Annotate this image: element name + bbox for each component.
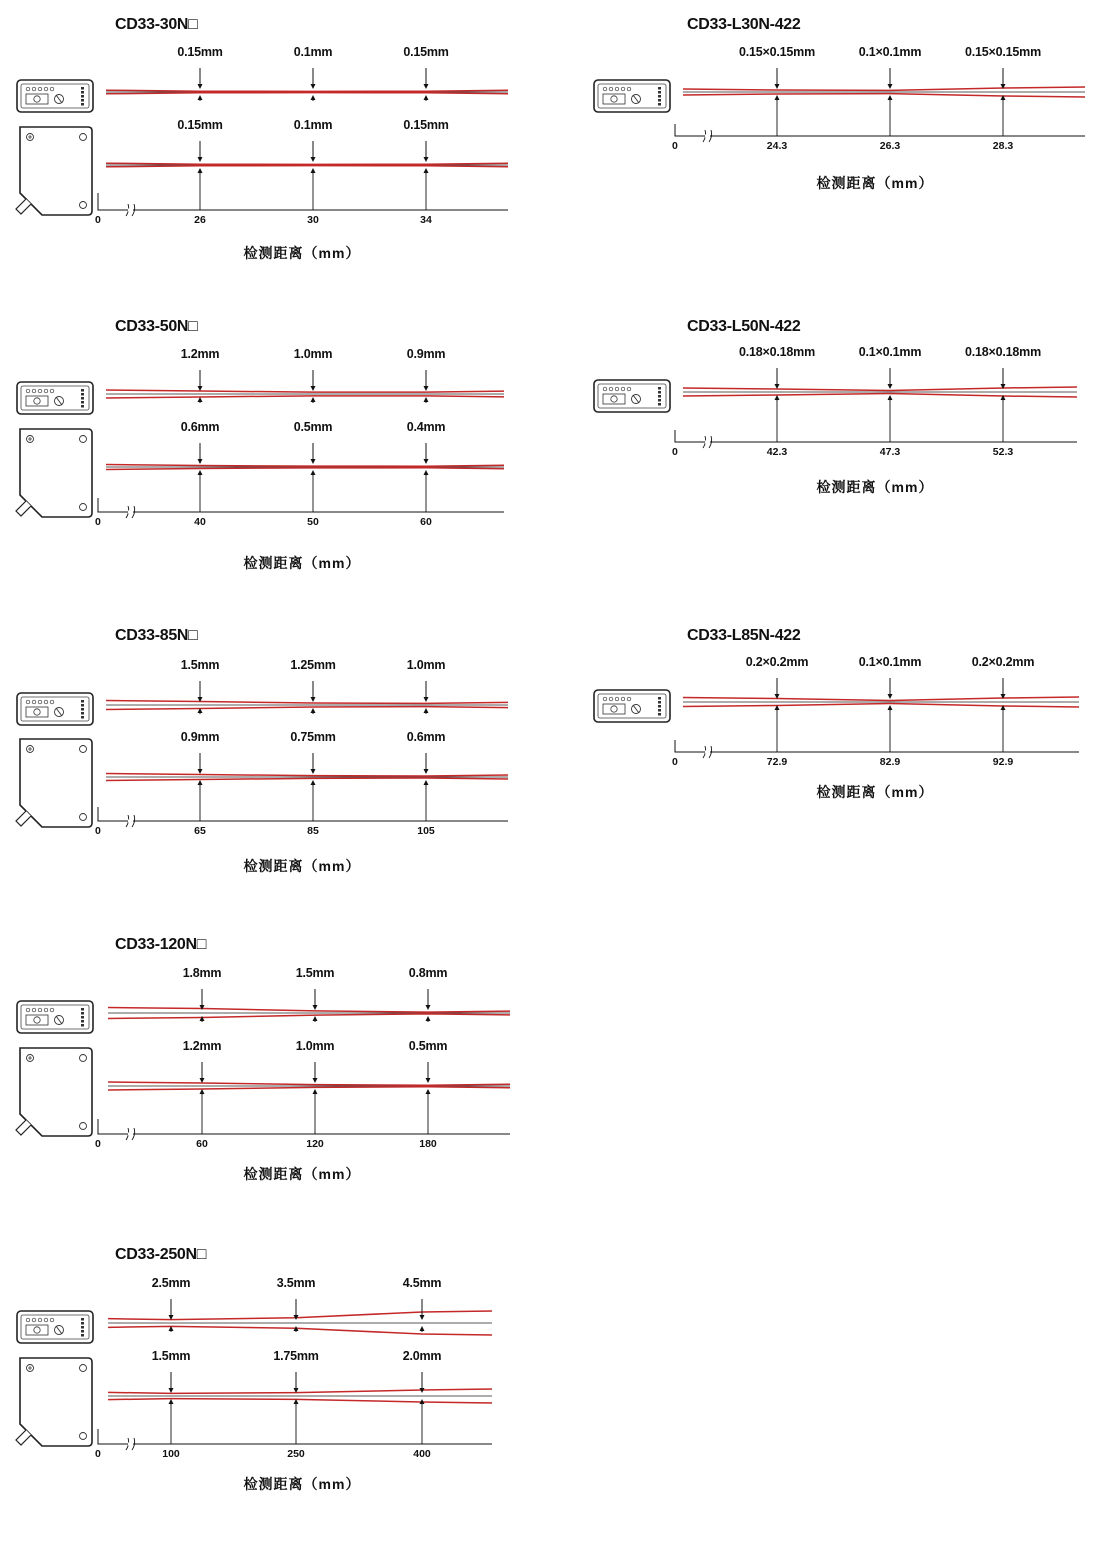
distance-tick-label: 60 xyxy=(420,516,432,528)
axis-title: 检测距离（mm） xyxy=(243,858,361,874)
arrowhead-icon xyxy=(775,84,780,89)
spot-size-label: 1.5mm xyxy=(180,658,220,672)
spot-size-label: 0.15×0.15mm xyxy=(739,45,815,59)
sensor-top-view-icon xyxy=(17,80,93,112)
axis-title: 检测距离（mm） xyxy=(816,175,934,191)
spot-size-label: 3.5mm xyxy=(276,1276,316,1290)
distance-tick-label: 42.3 xyxy=(766,446,788,458)
spot-size-label: 0.5mm xyxy=(408,1039,448,1053)
axis-zero-label: 0 xyxy=(672,756,678,768)
arrowhead-icon xyxy=(311,386,316,391)
beam-edge-lower xyxy=(108,1399,492,1403)
arrowhead-icon xyxy=(424,157,429,162)
distance-tick-label: 24.3 xyxy=(766,140,788,152)
distance-tick-label: 30 xyxy=(307,214,319,226)
panel-cd33-30n xyxy=(0,8,525,308)
spot-size-label: 0.8mm xyxy=(408,966,448,980)
spot-size-label: 1.0mm xyxy=(295,1039,335,1053)
distance-tick-label: 400 xyxy=(413,1448,431,1460)
panel-cd33-l50n-422 xyxy=(575,318,1100,618)
spot-size-label: 1.75mm xyxy=(273,1349,319,1363)
sensor-top-view-icon xyxy=(594,380,670,412)
arrowhead-icon xyxy=(311,459,316,464)
diagram-svg xyxy=(0,318,525,618)
distance-tick-label: 65 xyxy=(194,825,206,837)
arrowhead-icon xyxy=(313,1078,318,1083)
distance-axis xyxy=(98,498,504,512)
spot-size-label: 0.1×0.1mm xyxy=(858,345,922,359)
distance-tick-label: 28.3 xyxy=(992,140,1014,152)
spot-size-label: 0.15mm xyxy=(177,118,223,132)
distance-tick-label: 105 xyxy=(417,825,435,837)
spot-size-label: 0.18×0.18mm xyxy=(739,345,815,359)
spot-size-label: 0.15×0.15mm xyxy=(965,45,1041,59)
sensor-side-view-icon xyxy=(16,127,92,215)
beam-edge-lower xyxy=(106,396,504,398)
axis-title: 检测距离（mm） xyxy=(816,479,934,495)
sensor-top-view-icon xyxy=(17,693,93,725)
beam-edge-upper xyxy=(683,697,1079,701)
beam-edge-lower xyxy=(683,394,1077,397)
distance-tick-label: 26.3 xyxy=(879,140,901,152)
distance-axis xyxy=(98,1119,510,1134)
distance-tick-label: 40 xyxy=(194,516,206,528)
beam-edge-upper xyxy=(108,1082,510,1085)
beam-edge-lower xyxy=(108,1087,510,1090)
spot-size-label: 0.15mm xyxy=(177,45,223,59)
beam-edge-upper xyxy=(106,774,508,777)
spot-size-label: 0.9mm xyxy=(180,730,220,744)
axis-zero-label: 0 xyxy=(672,446,678,458)
spot-size-label: 0.15mm xyxy=(403,118,449,132)
panel-cd33-l85n-422 xyxy=(575,627,1100,927)
arrowhead-icon xyxy=(313,1005,318,1010)
arrowhead-icon xyxy=(424,84,429,89)
arrowhead-icon xyxy=(198,84,203,89)
axis-zero-label: 0 xyxy=(95,825,101,837)
beam-edge-lower xyxy=(106,93,508,94)
diagram-svg xyxy=(0,1246,525,1546)
spot-size-label: 0.2×0.2mm xyxy=(971,655,1035,669)
axis-zero-label: 0 xyxy=(672,140,678,152)
panel-cd33-l30n-422 xyxy=(575,8,1100,308)
distance-axis xyxy=(675,124,1085,136)
spot-size-label: 0.1×0.1mm xyxy=(858,655,922,669)
sensor-side-view-icon xyxy=(16,429,92,517)
axis-break-gap xyxy=(128,209,133,212)
model-title: CD33-L30N-422 xyxy=(687,16,801,33)
spot-size-label: 0.15mm xyxy=(403,45,449,59)
beam-edge-upper xyxy=(683,87,1085,90)
sensor-top-view-icon xyxy=(17,382,93,414)
beam-edge-lower xyxy=(106,468,504,470)
sensor-top-view-icon xyxy=(594,690,670,722)
axis-title: 检测距离（mm） xyxy=(243,555,361,571)
beam-edge-upper xyxy=(108,1389,492,1393)
axis-break-gap xyxy=(128,1133,133,1136)
distance-axis xyxy=(675,740,1079,752)
spot-size-label: 0.18×0.18mm xyxy=(965,345,1041,359)
arrowhead-icon xyxy=(198,157,203,162)
panel-cd33-85n xyxy=(0,627,525,927)
beam-edge-upper xyxy=(683,387,1077,390)
model-title: CD33-85N□ xyxy=(115,627,198,644)
panel-cd33-120n xyxy=(0,936,525,1236)
distance-tick-label: 60 xyxy=(196,1138,208,1150)
axis-zero-label: 0 xyxy=(95,1448,101,1460)
axis-break-gap xyxy=(705,135,710,138)
sensor-side-view-icon xyxy=(16,739,92,827)
model-title: CD33-120N□ xyxy=(115,936,207,953)
arrowhead-icon xyxy=(888,84,893,89)
spot-size-label: 0.6mm xyxy=(180,420,220,434)
arrowhead-icon xyxy=(420,1315,425,1320)
axis-break-gap xyxy=(128,820,133,823)
spot-size-label: 0.4mm xyxy=(406,420,446,434)
spot-size-label: 0.1mm xyxy=(293,118,333,132)
spot-size-label: 0.1×0.1mm xyxy=(858,45,922,59)
beam-edge-lower xyxy=(106,707,508,710)
beam-edge-upper xyxy=(106,465,504,467)
distance-tick-label: 180 xyxy=(419,1138,437,1150)
beam-edge-lower xyxy=(106,778,508,781)
distance-tick-label: 26 xyxy=(194,214,206,226)
sensor-top-view-icon xyxy=(594,80,670,112)
spot-size-label: 0.1mm xyxy=(293,45,333,59)
spot-size-label: 1.5mm xyxy=(151,1349,191,1363)
spot-size-label: 0.9mm xyxy=(406,347,446,361)
beam-edge-lower xyxy=(683,704,1079,708)
arrowhead-icon xyxy=(888,384,893,389)
axis-zero-label: 0 xyxy=(95,516,101,528)
model-title: CD33-50N□ xyxy=(115,318,198,335)
axis-break-gap xyxy=(705,751,710,754)
arrowhead-icon xyxy=(424,697,429,702)
beam-edge-upper xyxy=(106,163,508,164)
spot-size-label: 4.5mm xyxy=(402,1276,442,1290)
spot-size-label: 2.5mm xyxy=(151,1276,191,1290)
beam-edge-upper xyxy=(108,1311,492,1320)
arrowhead-icon xyxy=(426,1005,431,1010)
arrowhead-icon xyxy=(198,769,203,774)
sensor-side-view-icon xyxy=(16,1358,92,1446)
distance-tick-label: 47.3 xyxy=(879,446,901,458)
arrowhead-icon xyxy=(888,694,893,699)
model-title: CD33-L85N-422 xyxy=(687,627,801,644)
arrowhead-icon xyxy=(169,1388,174,1393)
spot-size-label: 0.6mm xyxy=(406,730,446,744)
distance-tick-label: 92.9 xyxy=(992,756,1014,768)
distance-axis xyxy=(675,430,1077,442)
arrowhead-icon xyxy=(198,459,203,464)
arrowhead-icon xyxy=(311,697,316,702)
axis-zero-label: 0 xyxy=(95,1138,101,1150)
distance-tick-label: 100 xyxy=(162,1448,180,1460)
distance-tick-label: 50 xyxy=(307,516,319,528)
model-title: CD33-250N□ xyxy=(115,1246,207,1263)
beam-edge-lower xyxy=(108,1014,510,1019)
model-title: CD33-30N□ xyxy=(115,16,198,33)
spot-size-label: 1.8mm xyxy=(182,966,222,980)
arrowhead-icon xyxy=(424,386,429,391)
spot-size-label: 1.0mm xyxy=(293,347,333,361)
beam-edge-lower xyxy=(108,1326,492,1335)
arrowhead-icon xyxy=(426,1078,431,1083)
beam-edge-lower xyxy=(683,94,1085,97)
beam-edge-lower xyxy=(106,166,508,167)
axis-break-gap xyxy=(128,511,133,514)
distance-tick-label: 72.9 xyxy=(766,756,788,768)
spot-size-label: 1.2mm xyxy=(180,347,220,361)
distance-tick-label: 34 xyxy=(420,214,432,226)
distance-axis xyxy=(98,193,508,210)
spot-size-label: 0.75mm xyxy=(290,730,336,744)
diagram-svg xyxy=(575,627,1100,927)
axis-title: 检测距离（mm） xyxy=(243,245,361,261)
beam-edge-upper xyxy=(106,701,508,704)
model-title: CD33-L50N-422 xyxy=(687,318,801,335)
arrowhead-icon xyxy=(311,157,316,162)
arrowhead-icon xyxy=(311,769,316,774)
distance-tick-label: 120 xyxy=(306,1138,324,1150)
axis-title: 检测距离（mm） xyxy=(243,1476,361,1492)
arrowhead-icon xyxy=(424,459,429,464)
axis-break-gap xyxy=(128,1443,133,1446)
panel-cd33-250n xyxy=(0,1246,525,1546)
diagram-svg xyxy=(0,936,525,1236)
spot-size-label: 1.25mm xyxy=(290,658,336,672)
distance-tick-label: 82.9 xyxy=(879,756,901,768)
distance-axis xyxy=(98,807,508,821)
panel-cd33-50n xyxy=(0,318,525,618)
spot-size-label: 0.5mm xyxy=(293,420,333,434)
diagram-svg xyxy=(0,627,525,927)
spot-size-label: 1.0mm xyxy=(406,658,446,672)
distance-tick-label: 52.3 xyxy=(992,446,1014,458)
spot-size-label: 0.2×0.2mm xyxy=(745,655,809,669)
axis-zero-label: 0 xyxy=(95,214,101,226)
spot-size-label: 1.5mm xyxy=(295,966,335,980)
arrowhead-icon xyxy=(311,84,316,89)
axis-break-gap xyxy=(705,441,710,444)
axis-title: 检测距离（mm） xyxy=(816,784,934,800)
beam-edge-upper xyxy=(106,390,504,392)
beam-edge-upper xyxy=(108,1008,510,1013)
axis-title: 检测距离（mm） xyxy=(243,1166,361,1182)
spot-size-label: 2.0mm xyxy=(402,1349,442,1363)
sensor-top-view-icon xyxy=(17,1001,93,1033)
sensor-top-view-icon xyxy=(17,1311,93,1343)
diagram-svg xyxy=(575,318,1100,618)
sensor-side-view-icon xyxy=(16,1048,92,1136)
arrowhead-icon xyxy=(424,769,429,774)
distance-tick-label: 250 xyxy=(287,1448,305,1460)
distance-axis xyxy=(98,1429,492,1444)
distance-tick-label: 85 xyxy=(307,825,319,837)
spot-size-label: 1.2mm xyxy=(182,1039,222,1053)
beam-edge-upper xyxy=(106,90,508,91)
